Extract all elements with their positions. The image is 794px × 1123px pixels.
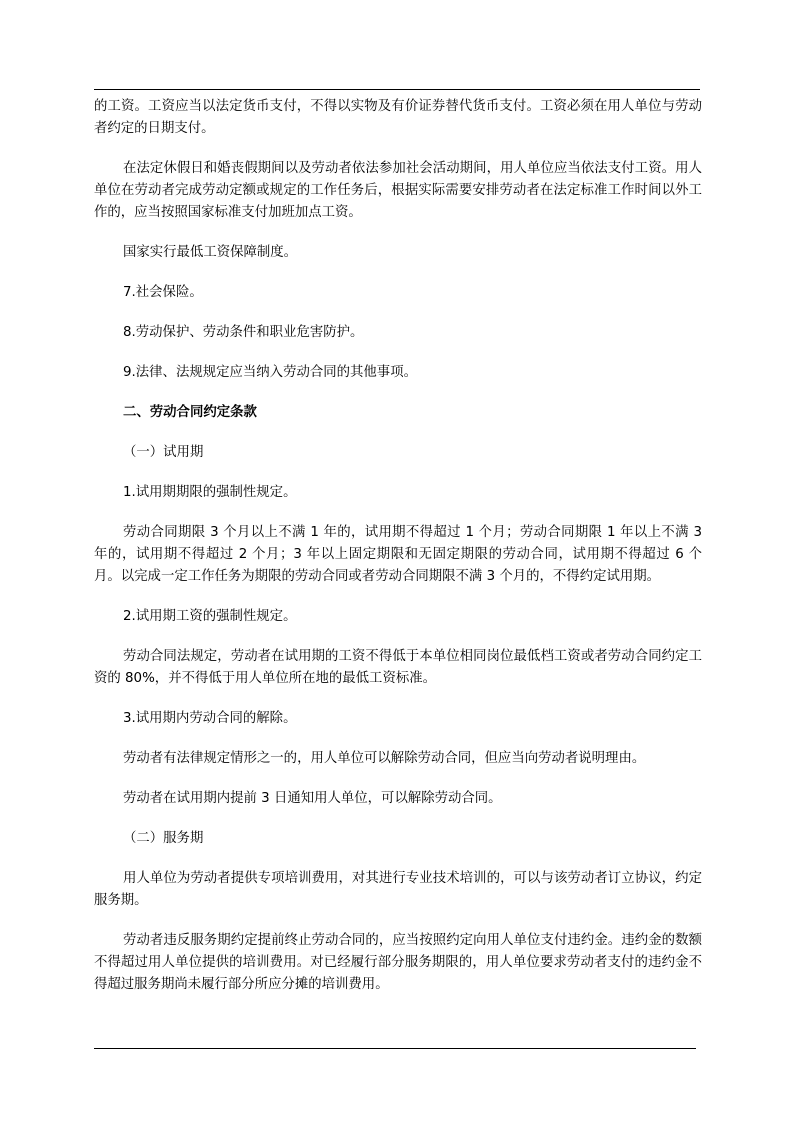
list-item-labor-protection: 8.劳动保护、劳动条件和职业危害防护。 bbox=[123, 325, 364, 340]
paragraph-probation-term: 劳动合同期限 3 个月以上不满 1 年的，试用期不得超过 1 个月；劳动合同期限 1 年以上不满 3 年的，试用期不得超过 2 个月；3 年以上固定期限和无固定期限的劳动合同，试用期不得超过 6 个月。以完成一定工作任务为期限的劳动合同或者劳动合同期限不满 3 个月的，不得约定试用期。 bbox=[94, 525, 702, 584]
subsection-heading-probation: （一）试用期 bbox=[123, 445, 204, 460]
paragraph-minimum-wage: 国家实行最低工资保障制度。 bbox=[123, 245, 298, 260]
paragraph-service-agreement: 用人单位为劳动者提供专项培训费用，对其进行专业技术培训的，可以与该劳动者订立协议，约定服务期。 bbox=[94, 871, 702, 908]
section-heading-contract-terms: 二、劳动合同约定条款 bbox=[123, 405, 257, 420]
item-heading-probation-wage: 2.试用期工资的强制性规定。 bbox=[123, 609, 297, 624]
item-heading-probation-term: 1.试用期期限的强制性规定。 bbox=[123, 485, 297, 500]
document-body bbox=[94, 96, 702, 1014]
footer-rule bbox=[94, 1048, 696, 1049]
subsection-heading-service-period: （二）服务期 bbox=[123, 831, 204, 846]
item-heading-probation-termination: 3.试用期内劳动合同的解除。 bbox=[123, 711, 297, 726]
list-item-social-insurance: 7.社会保险。 bbox=[123, 285, 203, 300]
list-item-other-matters: 9.法律、法规规定应当纳入劳动合同的其他事项。 bbox=[123, 365, 417, 380]
header-rule bbox=[94, 89, 700, 90]
paragraph-employee-termination: 劳动者在试用期内提前 3 日通知用人单位，可以解除劳动合同。 bbox=[123, 791, 502, 806]
paragraph-holiday-wages: 在法定休假日和婚丧假期间以及劳动者依法参加社会活动期间，用人单位应当依法支付工资。用人单位在劳动者完成劳动定额或规定的工作任务后，根据实际需要安排劳动者在法定标准工作时间以外工作的，应当按照国家标准支付加班加点工资。 bbox=[94, 161, 702, 220]
paragraph-employer-termination: 劳动者有法律规定情形之一的，用人单位可以解除劳动合同，但应当向劳动者说明理由。 bbox=[123, 751, 646, 766]
paragraph-liquidated-damages: 劳动者违反服务期约定提前终止劳动合同的，应当按照约定向用人单位支付违约金。违约金的数额不得超过用人单位提供的培训费用。对已经履行部分服务期限的，用人单位要求劳动者支付的违约金不得超过服务期尚未履行部分所应分摊的培训费用。 bbox=[94, 933, 702, 992]
paragraph-probation-wage: 劳动合同法规定，劳动者在试用期的工资不得低于本单位相同岗位最低档工资或者劳动合同约定工资的 80%，并不得低于用人单位所在地的最低工资标准。 bbox=[94, 649, 702, 686]
paragraph-wage-payment: 的工资。工资应当以法定货币支付，不得以实物及有价证券替代货币支付。工资必须在用人单位与劳动者约定的日期支付。 bbox=[94, 99, 702, 136]
